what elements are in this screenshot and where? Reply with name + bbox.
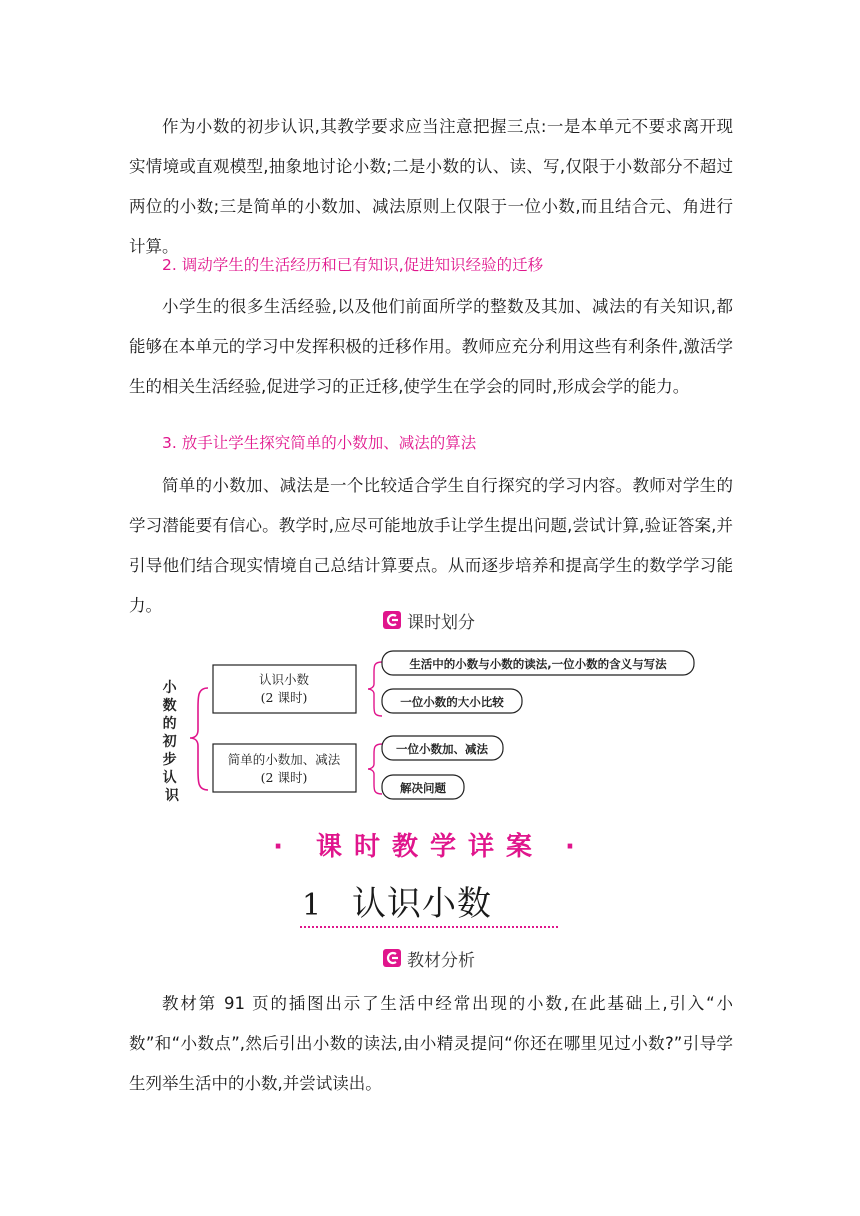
section-title-schedule-text: 课时划分 bbox=[407, 612, 475, 633]
diagram-leaf-2-text: 一位小数的大小比较 bbox=[400, 695, 504, 709]
paragraph-life-experience: 小学生的很多生活经验,以及他们前面所学的整数及其加、减法的有关知识,都能够在本单元的学习中发挥积极的迁移作用。教师应充分利用这些有利条件,激活学生的相关生活经验,促进学习的正迁移,使学生在学会的同时,形成会学的能力。 bbox=[129, 297, 733, 396]
diagram-branch-1-brace bbox=[368, 662, 382, 716]
banner-lesson-plans: · 课时教学详案 · bbox=[273, 832, 587, 862]
diagram-leaf-4-text: 解决问题 bbox=[400, 781, 446, 795]
lesson-title bbox=[300, 880, 558, 928]
heading-life-experience: 2. 调动学生的生活经历和已有知识,促进知识经验的迁移 bbox=[162, 256, 544, 274]
schedule-diagram bbox=[160, 648, 710, 808]
diagram-branch-2-hours: (2 课时) bbox=[260, 770, 308, 785]
section-title-analysis-text: 教材分析 bbox=[407, 950, 475, 971]
diagram-main-brace bbox=[190, 688, 208, 790]
paragraph-textbook-analysis: 教材第 91 页的插图出示了生活中经常出现的小数,在此基础上,引入“小数”和“小数点”,然后引出小数的读法,由小精灵提问“你还在哪里见过小数?”引导学生列举生活中的小数,并尝试读出。 bbox=[129, 994, 733, 1093]
diagram-root-char-1: 小 bbox=[162, 680, 177, 696]
lesson-number: 1 bbox=[302, 888, 322, 923]
diagram-branch-2-brace bbox=[368, 744, 382, 794]
diagram-root-label: 小 数 的 初 步 认 识 bbox=[162, 680, 179, 804]
diagram-leaf-1-text: 生活中的小数与小数的读法,一位小数的含义与写法 bbox=[409, 657, 667, 671]
section-title-schedule bbox=[383, 608, 475, 632]
lesson-title-text: 认识小数 bbox=[352, 884, 492, 924]
diagram-branch-2-title: 简单的小数加、减法 bbox=[227, 752, 341, 767]
section-bookmark-icon bbox=[383, 949, 401, 967]
diagram-leaf-3-text: 一位小数加、减法 bbox=[396, 742, 488, 756]
section-title-analysis bbox=[383, 946, 475, 970]
section-bookmark-icon bbox=[383, 611, 401, 629]
heading-explore-algorithm: 3. 放手让学生探究简单的小数加、减法的算法 bbox=[162, 434, 477, 452]
paragraph-teaching-requirements: 作为小数的初步认识,其教学要求应当注意把握三点:一是本单元不要求离开现实情境或直观模型,抽象地讨论小数;二是小数的认、读、写,仅限于小数部分不超过两位的小数;三是简单的小数加、减法原则上仅限于一位小数,而且结合元、角进行计算。 bbox=[129, 117, 733, 256]
diagram-branch-1-hours: (2 课时) bbox=[260, 690, 308, 705]
diagram-branch-1-title: 认识小数 bbox=[258, 672, 310, 687]
paragraph-explore-algorithm: 简单的小数加、减法是一个比较适合学生自行探究的学习内容。教师对学生的学习潜能要有信心。教学时,应尽可能地放手让学生提出问题,尝试计算,验证答案,并引导他们结合现实情境自己总结计算要点。从而逐步培养和提高学生的数学学习能力。 bbox=[129, 476, 733, 615]
